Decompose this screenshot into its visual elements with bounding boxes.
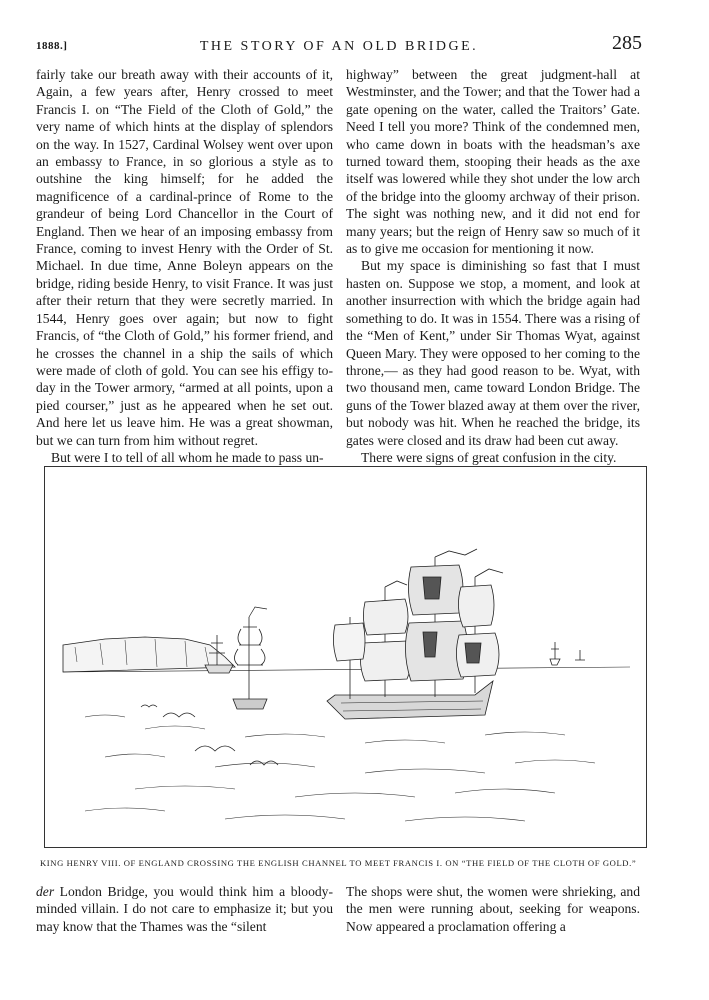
column-top-left xyxy=(36,66,333,466)
paragraph: fairly take our breath away with their accounts of it, Again, a few years after, Henry crossed to meet Francis I. on “The Field of the Cloth of Gold,” the very name of which hints at the display of splendors on the way. In 1527, Cardinal Wolsey went over upon an embassy to France, in so glorious a style as to outshine the king himself; for he added the magnificence of a cardinal-prince of Rome to the grandeur of being Lord Chancellor in the Court of England. Then we hear of an imposing embassy from France, coming to invest Henry with the Order of St. Michael. In due time, Anne Boleyn appears on the bridge, riding beside Henry, to visit France. It was just after their return that they were secretly married. In 1544, Henry goes over again; but now to fight Francis, of “the Cloth of Gold,” his former friend, and he crosses the channel in a ship the sails of which were made of cloth of gold. You can see his effigy to-day in the Tower armory, “armed at all points, upon a pied courser,” just as he appeared when he set out. And here let us leave him. He was a great showman, but we can turn from him without regret. xyxy=(36,67,333,448)
paragraph: highway” between the great judgment-hall at Westminster, and the Tower; and that the Tower had a gate opening on the water, called the Traitors’ Gate. Need I tell you more? Think of the condemned men, who came down in boats with the headsman’s axe turned toward them, stooping their heads as the axe itself was lowered while they shot under the low arch of the bridge into the gloomy archway of their prison. The sight was nothing new, and it did not end for many years; but the reign of Henry saw so much of it as to give me occasion for mentioning it now. xyxy=(346,67,640,257)
paragraph: But my space is diminishing so fast that I must hasten on. Suppose we stop, a moment, and look at another insurrection with which the bridge again had something to do. It was in 1554. There was a rising of the “Men of Kent,” under Sir Thomas Wyat, against Queen Mary. They were opposed to her coming to the throne,— as they had good reason to be. Wyat, with two thousand men, came toward London Bridge. The guns of the Tower blazed away at them over the river, but nobody was hit. When he reached the bridge, its gates were closed and its draw had been cut away. xyxy=(346,258,640,448)
page-number: 285 xyxy=(612,32,642,54)
running-header xyxy=(36,30,642,52)
figure-caption: KING HENRY VIII. OF ENGLAND CROSSING THE ENGLISH CHANNEL TO MEET FRANCIS I. ON “THE FIELD OF THE CLOTH OF GOLD.” xyxy=(40,858,637,868)
paragraph: The shops were shut, the women were shrieking, and the men were running about, seeking for weapons. Now appeared a proclamation offering a xyxy=(346,884,640,934)
header-title: THE STORY OF AN OLD BRIDGE. xyxy=(199,39,479,54)
paragraph: There were signs of great confusion in the city. xyxy=(361,449,617,465)
column-bottom-right xyxy=(346,883,640,935)
paragraph: But were I to tell of all whom he made to pass un- xyxy=(51,449,324,465)
illustration xyxy=(44,466,647,848)
ships-engraving xyxy=(45,467,646,847)
header-year: 1888.] xyxy=(36,40,68,52)
paragraph: London Bridge, you would think him a bloody-minded villain. I do not care to emphasize it; but you may know that the Thames was the “silent xyxy=(36,884,333,934)
column-top-right xyxy=(346,66,640,466)
column-bottom-left xyxy=(36,883,333,935)
italic-fragment: der xyxy=(36,884,55,899)
